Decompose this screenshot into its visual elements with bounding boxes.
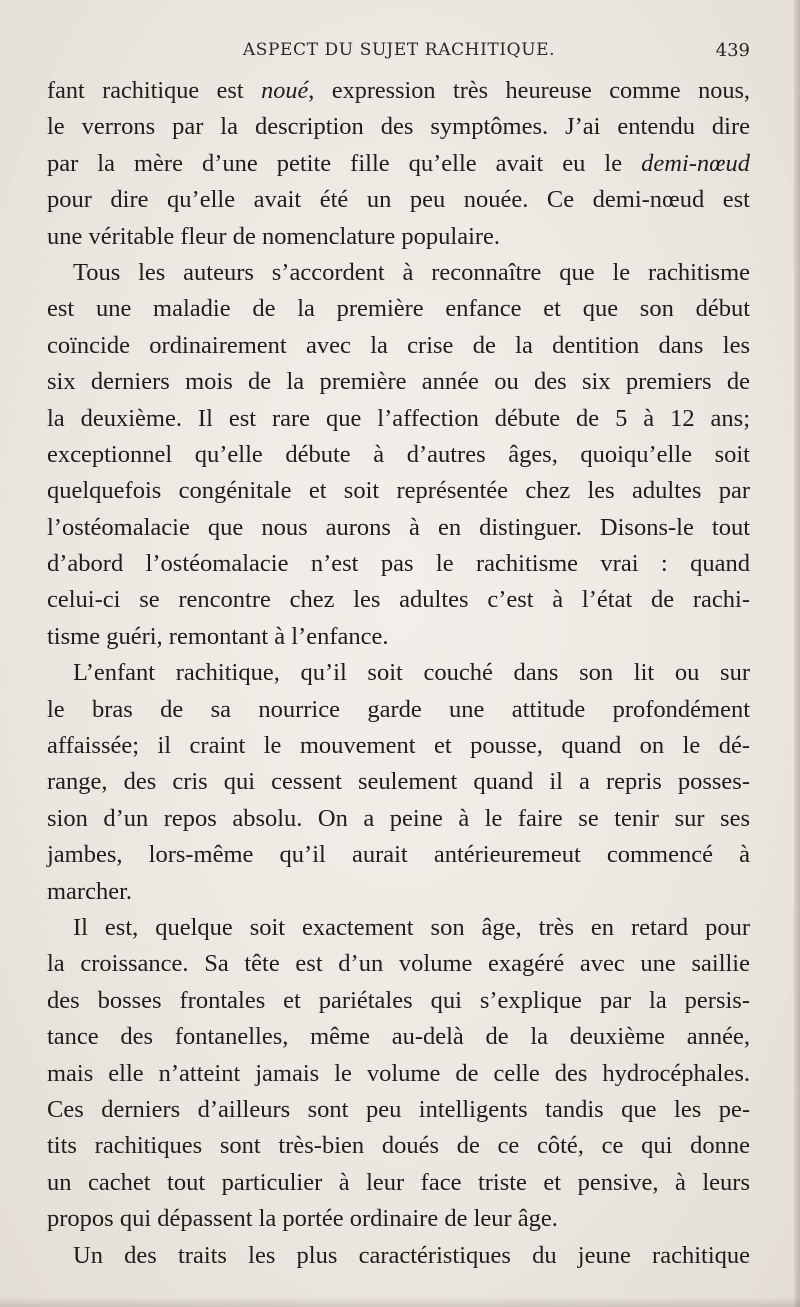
text-line: le verrons par la description des symptômes. J’ai entendu dire — [47, 113, 750, 141]
text-line: mais elle n’atteint jamais le volume de celle des hydrocéphales. — [47, 1059, 750, 1087]
text-line: range, des cris qui cessent seulement quand il a repris posses- — [47, 768, 750, 796]
text-line: l’ostéomalacie que nous aurons à en distinguer. Disons-le tout — [47, 513, 750, 541]
text-line: fant rachitique est noué, expression très heureuse comme nous, — [47, 77, 750, 104]
text-line: tits rachitiques sont très-bien doués de ce côté, ce qui donne — [47, 1132, 750, 1160]
page-number: 439 — [715, 40, 750, 61]
text-line: est une maladie de la première enfance et que son début — [47, 295, 750, 323]
text-line: le bras de sa nourrice garde une attitude profondément — [47, 695, 750, 723]
text-line: des bosses frontales et pariétales qui s’explique par la persis- — [47, 986, 750, 1014]
text-line: L’enfant rachitique, qu’il soit couché dans son lit ou sur — [73, 659, 750, 687]
page-bottom-shadow — [0, 1297, 800, 1307]
text-line: la deuxième. Il est rare que l’affection débute de 5 à 12 ans; — [47, 404, 750, 432]
text-line: Un des traits les plus caractéristiques du jeune rachitique — [73, 1241, 750, 1269]
text-line: pour dire qu’elle avait été un peu nouée. Ce demi-nœud est — [47, 186, 750, 214]
text-line: d’abord l’ostéomalacie n’est pas le rachitisme vrai : quand — [47, 550, 750, 578]
text-line: tance des fontanelles, même au-delà de la deuxième année, — [47, 1023, 750, 1051]
text-line: par la mère d’une petite fille qu’elle avait eu le demi-nœud — [47, 149, 750, 177]
body-text — [47, 73, 750, 1274]
text-line: un cachet tout particulier à leur face triste et pensive, à leurs — [47, 1168, 750, 1196]
text-line: coïncide ordinairement avec la crise de la dentition dans les — [47, 331, 750, 359]
text-line: tisme guéri, remontant à l’enfance. — [47, 622, 389, 650]
text-line: affaissée; il craint le mouvement et pousse, quand on le dé- — [47, 732, 750, 760]
running-title: ASPECT DU SUJET RACHITIQUE. — [242, 40, 556, 60]
text-line: celui-ci se rencontre chez les adultes c’est à l’état de rachi- — [47, 586, 750, 614]
text-line: sion d’un repos absolu. On a peine à le faire se tenir sur ses — [47, 804, 750, 832]
text-line: Ces derniers d’ailleurs sont peu intelligents tandis que les pe- — [47, 1095, 750, 1123]
text-line: Tous les auteurs s’accordent à reconnaître que le rachitisme — [73, 258, 750, 286]
text-line: propos qui dépassent la portée ordinaire de leur âge. — [47, 1205, 558, 1233]
page-edge-shadow — [794, 0, 800, 1307]
text-line: une véritable fleur de nomenclature populaire. — [47, 222, 501, 250]
text-line: jambes, lors-même qu’il aurait antérieuremeut commencé à — [47, 841, 750, 869]
running-header — [48, 36, 750, 66]
text-line: la croissance. Sa tête est d’un volume exagéré avec une saillie — [47, 950, 750, 978]
text-line: quelquefois congénitale et soit représentée chez les adultes par — [47, 477, 750, 505]
text-line: six derniers mois de la première année ou des six premiers de — [47, 368, 750, 396]
text-line: exceptionnel qu’elle débute à d’autres âges, quoiqu’elle soit — [47, 440, 750, 468]
text-line: Il est, quelque soit exactement son âge, très en retard pour — [73, 913, 750, 941]
text-line: marcher. — [47, 877, 133, 905]
